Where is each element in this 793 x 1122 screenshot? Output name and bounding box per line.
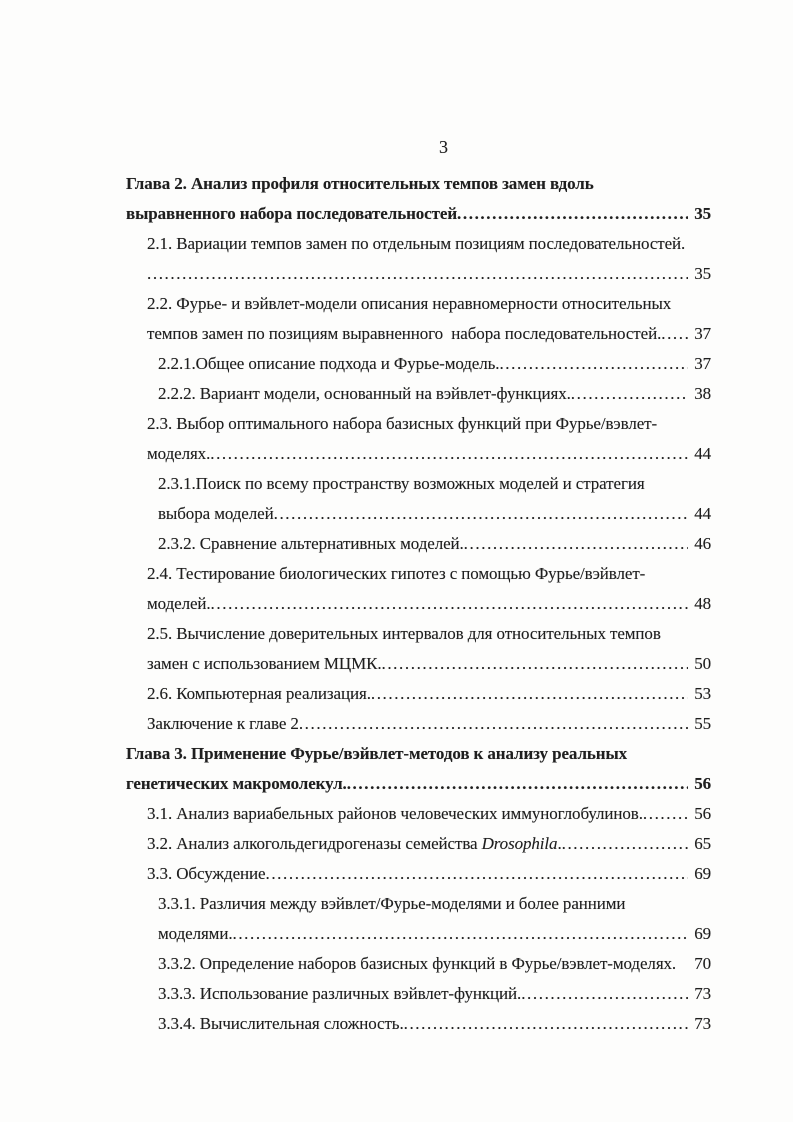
- toc-entry-text: темпов замен по позициям выравненного набора последовательностей.: [147, 324, 662, 343]
- toc-line: [147, 229, 711, 259]
- toc-entry-text: 3.3.1. Различия между вэйвлет/Фурье-моделями и более ранними: [158, 894, 626, 913]
- toc-dot-leader: [571, 379, 688, 409]
- toc-entry-text: Заключение к главе 2: [147, 714, 299, 733]
- toc-page-ref: 73: [694, 1014, 711, 1033]
- toc-page-ref: 35: [694, 204, 711, 223]
- toc-line: [147, 259, 711, 289]
- toc-entry-text: 2.2. Фурье- и вэйвлет-модели описания неравномерности относительных: [147, 294, 672, 313]
- toc-page-ref: 44: [694, 504, 711, 523]
- toc-line: [147, 289, 711, 319]
- toc-page-ref: 37: [694, 354, 711, 373]
- toc-dot-leader: [371, 679, 688, 709]
- toc-page-ref: 48: [694, 594, 711, 613]
- toc-entry: [126, 799, 711, 829]
- toc-page-ref: 70: [694, 954, 711, 973]
- toc-entry: [126, 889, 711, 949]
- toc-line: [126, 769, 711, 799]
- toc-entry: [126, 1009, 711, 1039]
- toc-entry: [126, 409, 711, 469]
- toc-line: [158, 379, 711, 409]
- toc-entry-text: выравненного набора последовательностей: [126, 204, 458, 223]
- toc-entry-text: замен с использованием МЦМК.: [147, 654, 382, 673]
- toc-dot-leader: [147, 259, 688, 289]
- toc-entry-text: 2.1. Вариации темпов замен по отдельным позициям последовательностей.: [147, 234, 686, 253]
- toc-line: [158, 469, 711, 499]
- toc-entry-text: 2.3. Выбор оптимального набора базисных функций при Фурье/вэвлет-: [147, 414, 658, 433]
- toc-line: [147, 829, 711, 859]
- toc-line: [126, 169, 711, 199]
- toc-dot-leader: [521, 979, 688, 1009]
- toc-entry-text: Глава 3. Применение Фурье/вэйвлет-методов к анализу реальных: [126, 744, 628, 763]
- toc-entry-text: 2.4. Тестирование биологических гипотез с помощью Фурье/вэйвлет-: [147, 564, 646, 583]
- table-of-contents: [126, 169, 711, 1039]
- toc-page-ref: 55: [694, 714, 711, 733]
- toc-dot-leader: [661, 319, 688, 349]
- toc-entry: [126, 559, 711, 619]
- toc-entry-text: выбора моделей: [158, 504, 274, 523]
- toc-entry: [126, 829, 711, 859]
- toc-page-ref: 69: [694, 924, 711, 943]
- toc-line: [147, 409, 711, 439]
- toc-dot-leader: [464, 529, 689, 559]
- toc-page-ref: 46: [694, 534, 711, 553]
- toc-line: [147, 559, 711, 589]
- toc-entry: [126, 169, 711, 229]
- toc-dot-leader: [499, 349, 688, 379]
- toc-page-ref: 56: [694, 804, 711, 823]
- toc-dot-leader: [404, 1009, 689, 1039]
- toc-dot-leader: [265, 859, 688, 889]
- toc-entry: [126, 229, 711, 289]
- toc-entry-text: моделей.: [147, 594, 211, 613]
- toc-dot-leader: [457, 199, 688, 229]
- toc-page-ref: 37: [694, 324, 711, 343]
- toc-dot-leader: [210, 439, 688, 469]
- toc-dot-leader: [211, 589, 689, 619]
- toc-page-ref: 69: [694, 864, 711, 883]
- toc-entry: [126, 949, 711, 979]
- toc-page-ref: 35: [694, 264, 711, 283]
- toc-dot-leader: [299, 709, 688, 739]
- toc-line: [158, 499, 711, 529]
- toc-line: [158, 529, 711, 559]
- toc-entry: [126, 469, 711, 529]
- toc-entry-text: 2.2.2. Вариант модели, основанный на вэйвлет-функциях.: [158, 384, 571, 403]
- toc-line: [158, 349, 711, 379]
- toc-entry-text: 3.2. Анализ алкогольдегидрогеназы семейства Drosophila.: [147, 834, 562, 853]
- toc-page-ref: 53: [694, 684, 711, 703]
- toc-entry-text: Глава 2. Анализ профиля относительных темпов замен вдоль: [126, 174, 594, 193]
- toc-entry: [126, 289, 711, 349]
- toc-line: [147, 859, 711, 889]
- toc-line: [126, 739, 711, 769]
- toc-entry: [126, 619, 711, 679]
- toc-entry: [126, 709, 711, 739]
- toc-entry-text: 2.2.1.Общее описание подхода и Фурье-модель.: [158, 354, 500, 373]
- toc-page-ref: 73: [694, 984, 711, 1003]
- toc-entry-text: 3.3.3. Использование различных вэйвлет-функций.: [158, 984, 522, 1003]
- toc-entry-text: моделях.: [147, 444, 211, 463]
- toc-entry-text: 2.6. Компьютерная реализация.: [147, 684, 371, 703]
- toc-page-ref: 50: [694, 654, 711, 673]
- toc-line: [126, 199, 711, 229]
- toc-page-ref: 38: [694, 384, 711, 403]
- toc-entry: [126, 979, 711, 1009]
- toc-line: [158, 979, 711, 1009]
- toc-page-ref: 44: [694, 444, 711, 463]
- toc-dot-leader: [274, 499, 689, 529]
- toc-entry: [126, 859, 711, 889]
- toc-entry-text: 3.3. Обсуждение: [147, 864, 266, 883]
- toc-entry: [126, 379, 711, 409]
- toc-line: [147, 649, 711, 679]
- toc-dot-leader: [381, 649, 688, 679]
- toc-dot-leader: [232, 919, 688, 949]
- toc-line: [147, 799, 711, 829]
- toc-dot-leader: [347, 769, 689, 799]
- toc-line: [147, 619, 711, 649]
- toc-dot-leader: [643, 799, 688, 829]
- toc-entry-text: 2.3.1.Поиск по всему пространству возможных моделей и стратегия: [158, 474, 645, 493]
- toc-line: [158, 889, 711, 919]
- toc-entry-text: 3.3.4. Вычислительная сложность.: [158, 1014, 404, 1033]
- toc-entry-text: 3.1. Анализ вариабельных районов человеческих иммуноглобулинов.: [147, 804, 643, 823]
- page-number: 3: [439, 137, 448, 157]
- toc-entry: [126, 529, 711, 559]
- toc-line: [158, 919, 711, 949]
- toc-page-ref: 56: [694, 774, 711, 793]
- toc-entry: [126, 739, 711, 799]
- toc-page-ref: 65: [694, 834, 711, 853]
- toc-line: [147, 439, 711, 469]
- toc-line: [147, 589, 711, 619]
- toc-entry-text: 2.5. Вычисление доверительных интервалов для относительных темпов: [147, 624, 661, 643]
- toc-line: [158, 1009, 711, 1039]
- toc-entry: [126, 679, 711, 709]
- toc-line: [147, 709, 711, 739]
- toc-dot-leader: [562, 829, 689, 859]
- toc-line: [158, 949, 711, 979]
- toc-line: [147, 319, 711, 349]
- toc-entry: [126, 349, 711, 379]
- toc-entry-text: 3.3.2. Определение наборов базисных функций в Фурье/вэвлет-моделях.: [158, 954, 677, 973]
- toc-entry-text: генетических макромолекул.: [126, 774, 347, 793]
- toc-entry-text: моделями.: [158, 924, 233, 943]
- toc-entry-text: 2.3.2. Сравнение альтернативных моделей.: [158, 534, 464, 553]
- toc-line: [147, 679, 711, 709]
